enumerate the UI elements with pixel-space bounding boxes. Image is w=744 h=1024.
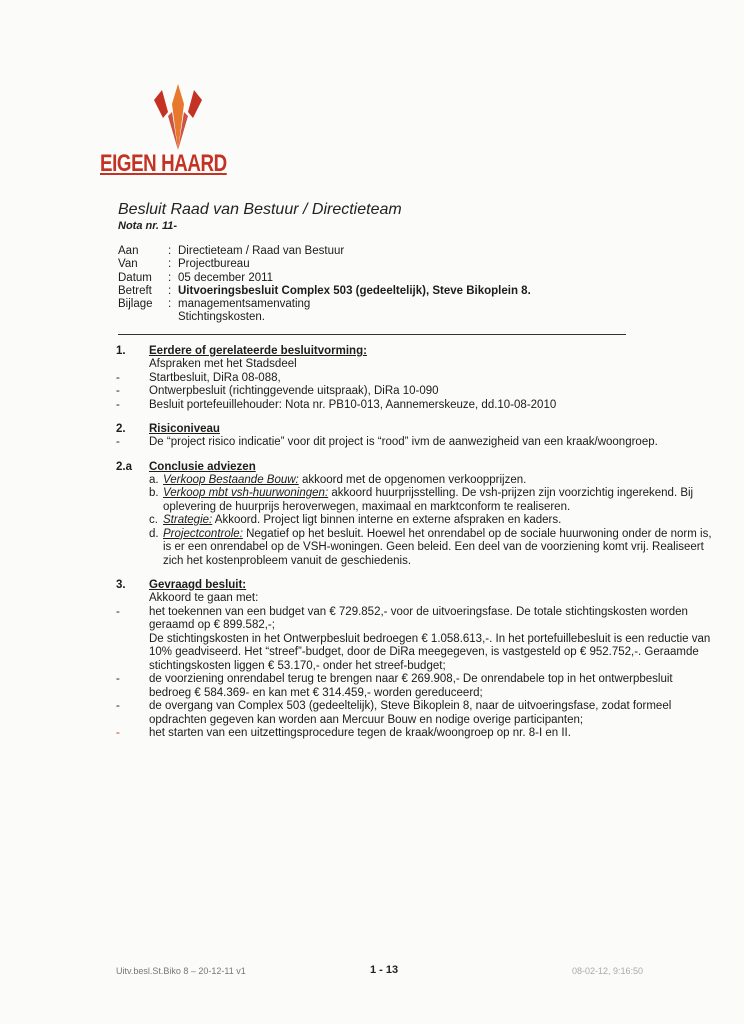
nota-number: Nota nr. 11- [118,220,178,232]
line-text: De “project risico indicatie” voor dit project is “rood” ivm de aanwezigheid van een kraak/woongroep. [149,436,658,448]
item-body [163,514,716,528]
advice-item-b [149,487,716,514]
item-letter: c. [149,514,158,526]
item-body [163,487,716,514]
meta-colon: : [168,245,172,257]
list-item [116,385,716,399]
meta-row-van [118,258,531,271]
meta-label: Van [118,258,138,271]
meta-label: Aan [118,245,139,257]
meta-row-bijlage-cont [118,311,531,324]
meta-label [118,311,168,324]
meta-row-datum [118,272,531,285]
bullet-dash: - [116,605,120,618]
meta-colon: : [168,284,172,297]
list-item [116,606,716,633]
advice-list [116,474,716,569]
item-label: Verkoop Bestaande Bouw: [163,473,299,486]
list-item [116,700,716,727]
section-title: Eerdere of gerelateerde besluitvorming: [149,345,367,357]
bullet-dash: - [116,727,120,739]
section-3 [116,578,716,741]
advice-item-c [149,514,716,528]
item-text: akkoord met de opgenomen verkoopprijzen. [298,473,527,486]
list-item [116,727,716,741]
item-body [163,474,716,488]
line-text: Besluit portefeuillehouder: Nota nr. PB10-013, Aannemerskeuze, dd.10-08-2010 [149,398,557,411]
brand-name: EIGEN HAARD [100,150,227,177]
meta-row-bijlage [118,298,531,311]
meta-value: Directieteam / Raad van Bestuur [178,245,345,257]
footer-filename: Uitv.besl.St.Biko 8 – 20-12-11 v1 [116,966,246,976]
section-number: 3. [116,579,126,591]
footer-page-number: 1 - 13 [370,964,399,976]
advice-item-a [149,474,716,488]
meta-colon [168,311,178,324]
eigen-haard-logo-icon [148,82,208,152]
document-title: Besluit Raad van Bestuur / Directieteam [118,201,402,218]
list-item [116,436,716,450]
bullet-dash: - [116,371,120,384]
item-letter: a. [149,473,159,486]
meta-label: Betreft [118,284,152,297]
item-text: Negatief op het besluit. Hoewel het onrendabel op de sociale huurwoning onder de norm is, is er een onrendabel op de VSH-woningen. Geen beleid. Een deel van de voorziening komt vrij. Realiseert zich het kostenprobleem vanuit de geschiedenis. [163,527,712,567]
item-label: Projectcontrole: [163,527,243,540]
line-text: het starten van een uitzettingsprocedure tegen de kraak/woongroep op nr. 8-I en II. [149,727,571,739]
list-item [116,372,716,386]
item-label: Verkoop mbt vsh-huurwoningen: [163,487,329,499]
meta-colon: : [168,271,172,284]
meta-value: Uitvoeringsbesluit Complex 503 (gedeeltelijk), Steve Bikoplein 8. [178,284,531,297]
list-item [116,592,716,606]
item-label: Strategie: [163,514,213,526]
meta-colon: : [168,258,172,271]
bullet-dash: - [116,700,120,712]
section-number: 1. [116,345,126,357]
line-text: Startbesluit, DiRa 08-088, [149,371,281,384]
bullet-dash: - [116,398,120,411]
section-title: Risiconiveau [149,423,220,435]
meta-label: Bijlage [118,298,153,311]
section-2 [116,422,716,450]
sections [116,344,716,751]
item-body [163,528,716,569]
header-divider [118,334,626,335]
meta-value: managementsamenvating [178,298,311,311]
line-text: De stichtingskosten in het Ontwerpbesluit bedroegen € 1.058.613,-. In het portefuillebesluit is een reductie van 10% geadviseerd. Het “streef”-budget, door de DiRa meegegeven, is vastgesteld op € 952.752,-. Geraamde stichtingskosten liggen € 53.170,- onder het streef-budget; [149,632,711,672]
section-header [116,460,716,474]
line-text: Afspraken met het Stadsdeel [149,358,297,370]
meta-block [118,245,531,325]
section-number: 2. [116,423,126,435]
line-text: de voorziening onrendabel terug te brengen naar € 269.908,- De onrendabele top in het ontwerpbesluit bedroeg € 584.369- en kan met € 314.459,- worden gereduceerd; [149,673,673,699]
line-text: Akkoord te gaan met: [149,592,259,604]
section-2a [116,460,716,569]
meta-colon: : [168,298,172,311]
list-item [116,358,716,372]
meta-value: Projectbureau [178,258,250,271]
item-text: Akkoord. Project ligt binnen interne en externe afspraken en kaders. [212,514,562,526]
item-letter: b. [149,487,159,499]
bullet-dash: - [116,673,120,685]
list-item [116,673,716,700]
footer-timestamp: 08-02-12, 9:16:50 [572,966,644,976]
line-text: het toekennen van een budget van € 729.852,- voor de uitvoeringsfase. De totale stichtingskosten worden geraamd op € 899.582,-; [149,605,688,631]
item-letter: d. [149,527,159,540]
section-header [116,578,716,592]
line-text: de overgang van Complex 503 (gedeeltelijk), Steve Bikoplein 8, naar de uitvoeringsfase, zodat formeel opdrachten gegeven kan worden aan Mercuur Bouw en nodige overige participanten; [149,700,672,726]
meta-value: 05 december 2011 [178,271,274,284]
list-item [116,399,716,413]
meta-row-aan [118,245,531,258]
meta-value: Stichtingskosten. [178,311,265,324]
section-title: Conclusie adviezen [149,460,256,473]
bullet-dash: - [116,436,120,448]
meta-label: Datum [118,271,152,284]
section-title: Gevraagd besluit: [149,579,247,591]
list-item [116,633,716,674]
section-1 [116,344,716,412]
advice-item-d [149,528,716,569]
section-header [116,344,716,358]
item-text: akkoord huurprijsstelling. De vsh-prijzen zijn voorzichtig ingerekend. Bij oplevering de huurprijs heroverwegen, maximaal en marktconform te realiseren. [163,487,694,513]
meta-row-betreft [118,285,531,298]
section-number: 2.a [116,460,132,473]
line-text: Ontwerpbesluit (richtinggevende uitspraak), DiRa 10-090 [149,385,439,397]
bullet-dash: - [116,385,120,397]
section-header [116,422,716,436]
